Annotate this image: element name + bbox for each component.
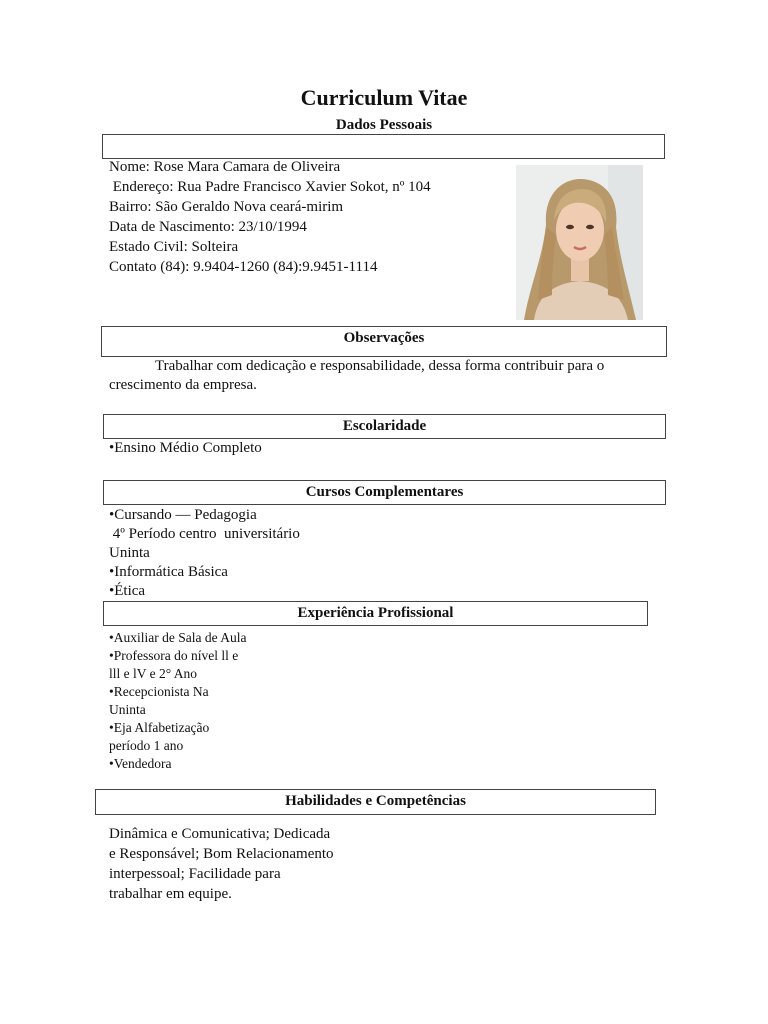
experiencia-item: •Vendedora xyxy=(109,756,172,771)
experiencia-item: •Auxiliar de Sala de Aula xyxy=(109,630,247,645)
habilidades-line: Dinâmica e Comunicativa; Dedicada xyxy=(109,826,331,842)
empty-header-box xyxy=(102,134,665,159)
cursos-item: •Ética xyxy=(109,583,146,599)
document-title: Curriculum Vitae xyxy=(300,85,468,110)
personal-birthdate: Data de Nascimento: 23/10/1994 xyxy=(109,219,307,235)
experiencia-item: •Recepcionista Na xyxy=(109,684,209,699)
section-heading-observacoes: Observações xyxy=(101,326,667,357)
section-heading-escolaridade: Escolaridade xyxy=(103,414,666,439)
experiencia-item: Uninta xyxy=(109,702,146,717)
section-heading-habilidades: Habilidades e Competências xyxy=(95,789,656,815)
portrait-illustration xyxy=(516,165,643,320)
section-heading-cursos: Cursos Complementares xyxy=(103,480,666,505)
observacoes-text-line-2: crescimento da empresa. xyxy=(109,377,257,393)
personal-address: Endereço: Rua Padre Francisco Xavier Sokot, nº 104 xyxy=(109,179,431,195)
profile-photo xyxy=(516,165,643,320)
personal-contact: Contato (84): 9.9404-1260 (84):9.9451-1114 xyxy=(109,259,378,275)
personal-neighborhood: Bairro: São Geraldo Nova ceará-mirim xyxy=(109,199,344,215)
experiencia-item: •Eja Alfabetização xyxy=(109,720,210,735)
habilidades-line: trabalhar em equipe. xyxy=(109,886,232,902)
cursos-item: Uninta xyxy=(109,545,150,561)
habilidades-line: e Responsável; Bom Relacionamento xyxy=(109,846,334,862)
personal-name: Nome: Rose Mara Camara de Oliveira xyxy=(109,159,341,175)
observacoes-text-line-1: Trabalhar com dedicação e responsabilidade, dessa forma contribuir para o xyxy=(155,358,605,374)
cursos-item: •Cursando — Pedagogia xyxy=(109,507,257,523)
experiencia-item: período 1 ano xyxy=(109,738,184,753)
personal-marital-status: Estado Civil: Solteira xyxy=(109,239,239,255)
section-heading-experiencia: Experiência Profissional xyxy=(103,601,648,626)
experiencia-item: •Professora do nível ll e xyxy=(109,648,239,663)
habilidades-line: interpessoal; Facilidade para xyxy=(109,866,281,882)
section-heading-dados-pessoais: Dados Pessoais xyxy=(335,117,433,133)
cursos-item: 4º Período centro universitário xyxy=(109,526,300,542)
cursos-item: •Informática Básica xyxy=(109,564,228,580)
experiencia-item: lll e lV e 2° Ano xyxy=(109,666,198,681)
escolaridade-item: •Ensino Médio Completo xyxy=(109,440,262,456)
